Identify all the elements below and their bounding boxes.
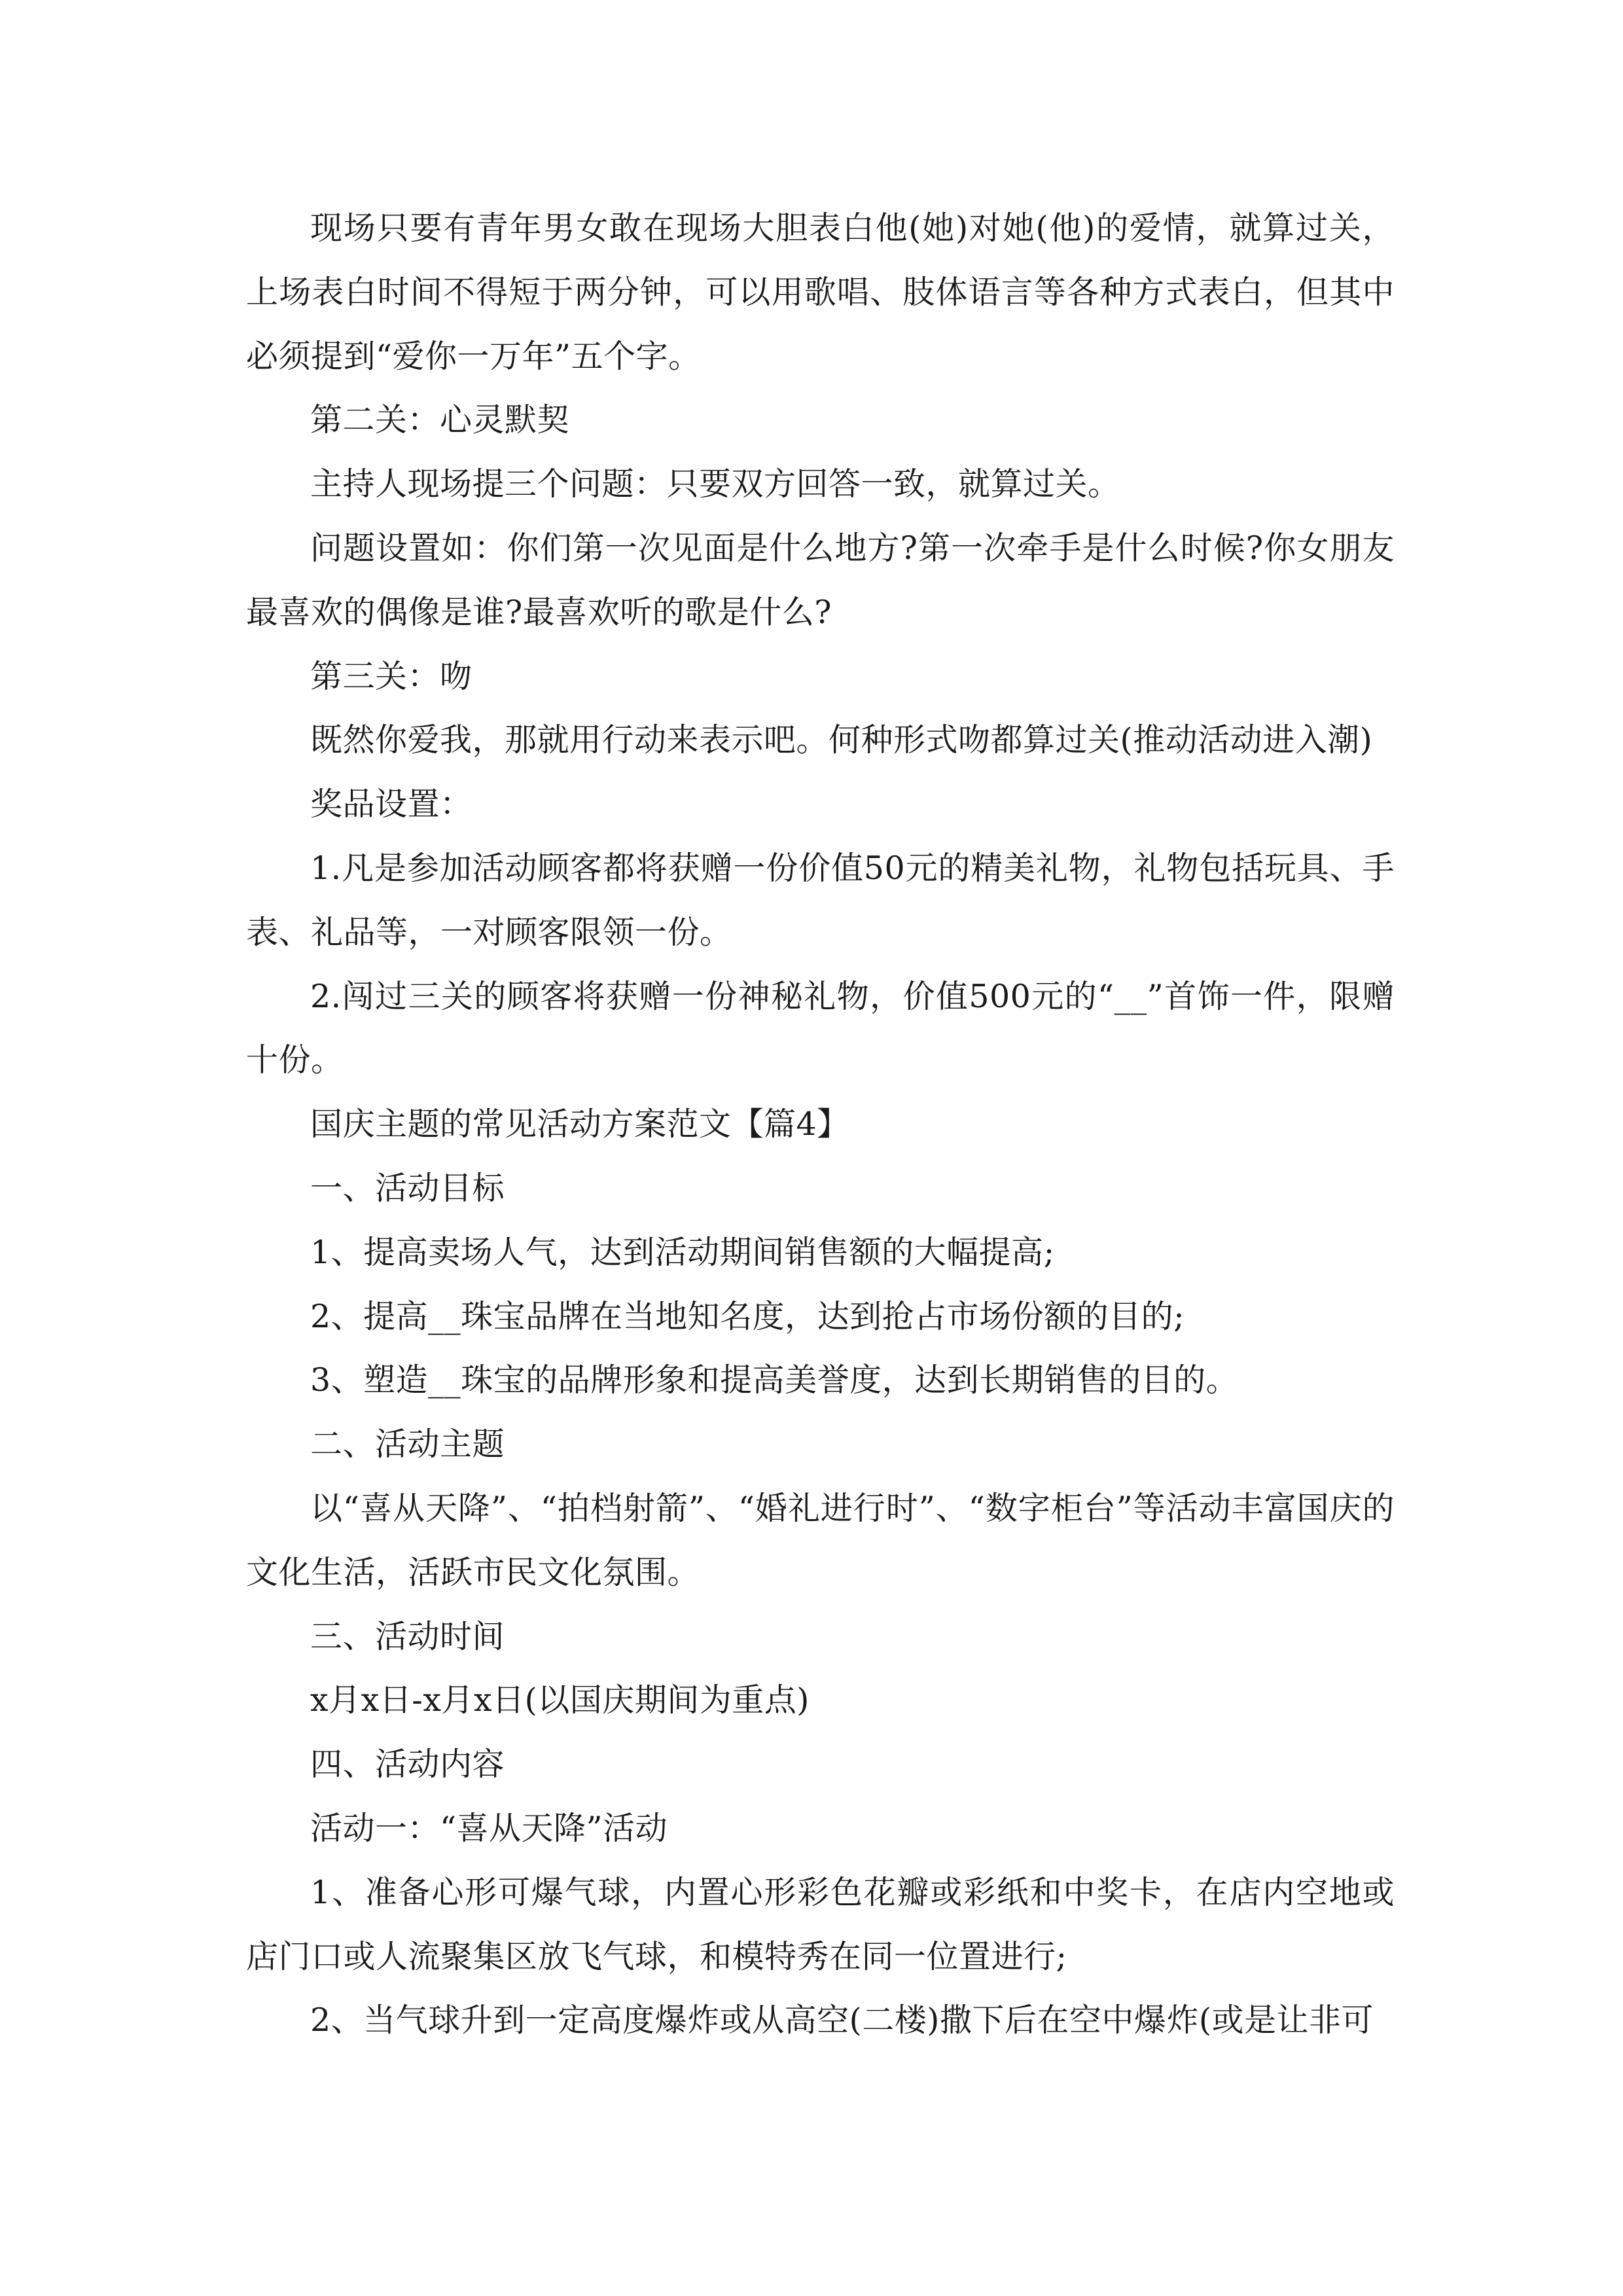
section-heading: 第三关：吻: [310, 657, 473, 695]
paragraph: x月x日-x月x日(以国庆期间为重点): [310, 1681, 810, 1719]
list-item: 1.凡是参加活动顾客都将获赠一份价值50元的精美礼物，礼物包括玩具、手表、礼品等，一对顾客限领一份。: [246, 849, 1395, 951]
list-item: 2.闯过三关的顾客将获赠一份神秘礼物，价值500元的“__”首饰一件，限赠十份。: [246, 977, 1395, 1079]
section-heading: 奖品设置：: [310, 785, 473, 823]
section-heading: 二、活动主题: [310, 1426, 505, 1463]
section-heading: 第二关：心灵默契: [310, 401, 570, 439]
section-heading: 一、活动目标: [310, 1169, 505, 1207]
paragraph: 主持人现场提三个问题：只要双方回答一致，就算过关。: [310, 465, 1120, 503]
document-page: [246, 196, 1395, 2053]
paragraph: 既然你爱我，那就用行动来表示吧。何种形式吻都算过关(推动活动进入潮): [310, 721, 1373, 759]
section-heading: 三、活动时间: [310, 1617, 505, 1655]
paragraph: 以“喜从天降”、“拍档射箭”、“婚礼进行时”、“数字柜台”等活动丰富国庆的文化生活，活跃市民文化氛围。: [246, 1489, 1395, 1591]
paragraph: 现场只要有青年男女敢在现场大胆表白他(她)对她(他)的爱情，就算过关，上场表白时间不得短于两分钟，可以用歌唱、肢体语言等各种方式表白，但其中必须提到“爱你一万年”五个字。: [246, 209, 1395, 375]
section-heading: 四、活动内容: [310, 1746, 505, 1784]
section-heading: 活动一：“喜从天降”活动: [310, 1809, 668, 1847]
list-item: 2、提高__珠宝品牌在当地知名度，达到抢占市场份额的目的;: [310, 1297, 1185, 1335]
list-item: 1、提高卖场人气，达到活动期间销售额的大幅提高;: [310, 1233, 1055, 1271]
list-item: 3、塑造__珠宝的品牌形象和提高美誉度，达到长期销售的目的。: [310, 1361, 1239, 1399]
document-title: 国庆主题的常见活动方案范文【篇4】: [310, 1105, 849, 1143]
list-item: 1、准备心形可爆气球，内置心形彩色花瓣或彩纸和中奖卡，在店内空地或店门口或人流聚集区放飞气球，和模特秀在同一位置进行;: [246, 1873, 1395, 1975]
list-item: 2、当气球升到一定高度爆炸或从高空(二楼)撒下后在空中爆炸(或是让非可: [310, 2001, 1374, 2039]
paragraph: 问题设置如：你们第一次见面是什么地方?第一次牵手是什么时候?你女朋友最喜欢的偶像是谁?最喜欢听的歌是什么?: [246, 529, 1395, 631]
